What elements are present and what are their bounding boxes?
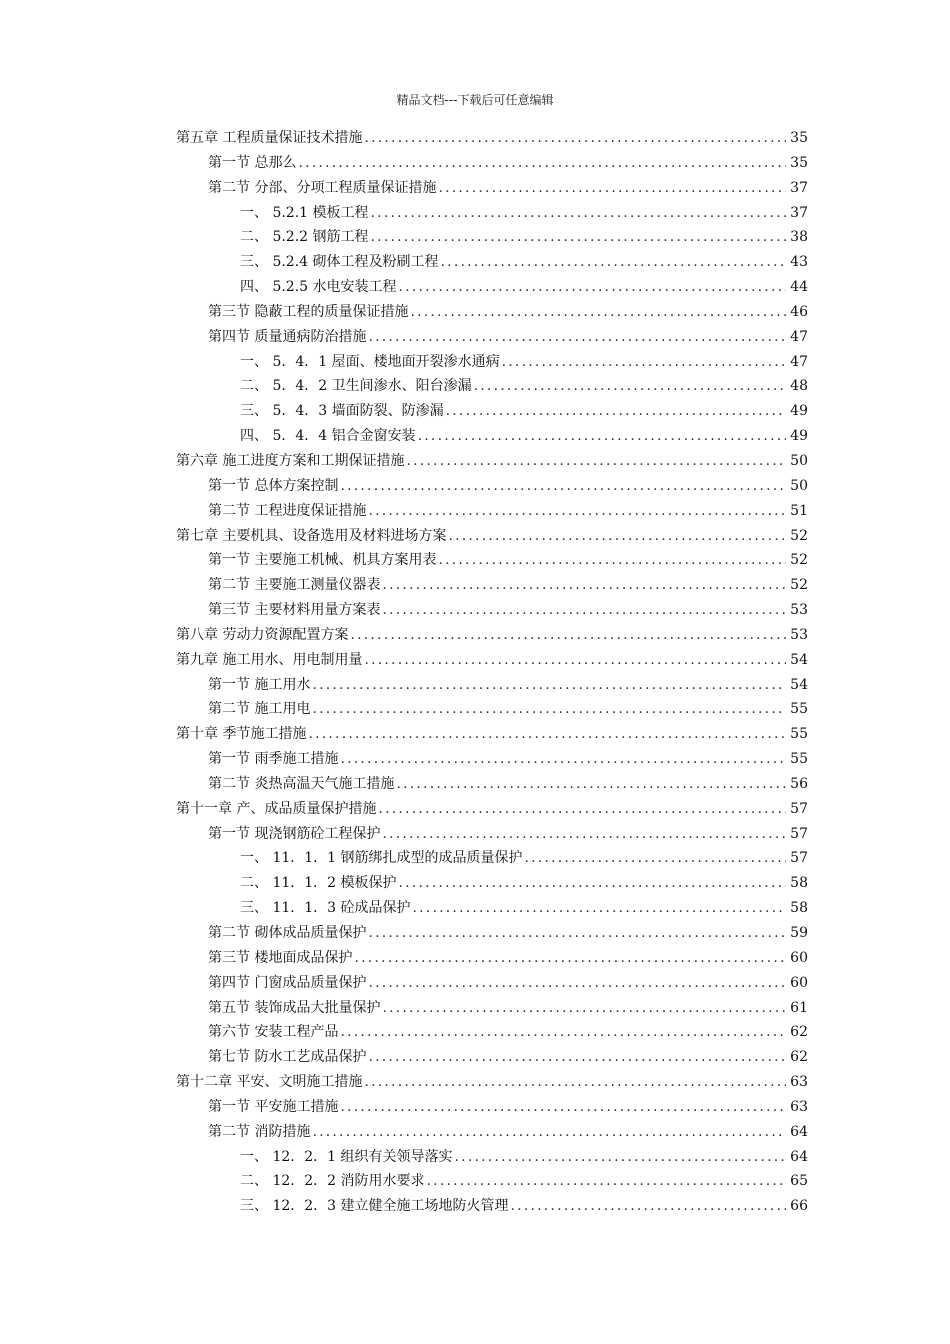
toc-entry-title: 第三节 楼地面成品保护 (208, 949, 353, 966)
toc-entry-title: 一、 11．1．1 钢筋绑扎成型的成品质量保护 (240, 850, 523, 867)
toc-section-entry[interactable] (176, 598, 808, 623)
toc-dot-leader (511, 1194, 786, 1219)
toc-page-number: 52 (790, 527, 808, 544)
toc-page-number: 54 (790, 676, 808, 693)
toc-page-number: 53 (790, 602, 808, 619)
toc-entry-title: 第十章 季节施工措施 (176, 726, 307, 743)
toc-entry-title: 第六章 施工进度方案和工期保证措施 (176, 452, 405, 469)
toc-page-number: 44 (790, 279, 808, 296)
table-of-contents (176, 126, 808, 1219)
toc-section-entry[interactable] (176, 1095, 808, 1120)
toc-dot-leader (364, 1070, 786, 1095)
toc-page-number: 60 (790, 949, 808, 966)
toc-entry-title: 第四节 门窗成品质量保护 (208, 974, 367, 991)
toc-entry-title: 四、 5.2.5 水电安装工程 (240, 279, 397, 296)
toc-section-entry[interactable] (176, 946, 808, 971)
toc-section-entry[interactable] (176, 325, 808, 350)
toc-entry-title: 一、 5.2.1 模板工程 (240, 204, 369, 221)
toc-dot-leader (340, 1020, 786, 1045)
toc-page-number: 49 (790, 428, 808, 445)
toc-entry-title: 三、 5.2.4 砌体工程及粉刷工程 (240, 254, 439, 271)
toc-page-number: 37 (790, 204, 808, 221)
toc-entry-title: 第一节 总那么 (208, 154, 297, 171)
toc-page-number: 47 (790, 353, 808, 370)
toc-dot-leader (474, 374, 786, 399)
toc-subsection-entry[interactable] (176, 250, 808, 275)
toc-dot-leader (525, 846, 786, 871)
toc-entry-title: 第二节 主要施工测量仪器表 (208, 577, 381, 594)
toc-dot-leader (364, 648, 786, 673)
toc-dot-leader (312, 673, 786, 698)
toc-subsection-entry[interactable] (176, 374, 808, 399)
toc-section-entry[interactable] (176, 697, 808, 722)
toc-section-entry[interactable] (176, 673, 808, 698)
toc-section-entry[interactable] (176, 300, 808, 325)
toc-dot-leader (399, 871, 786, 896)
toc-section-entry[interactable] (176, 971, 808, 996)
toc-page-number: 37 (790, 179, 808, 196)
toc-chapter-entry[interactable] (176, 449, 808, 474)
toc-page-number: 50 (790, 477, 808, 494)
toc-entry-title: 三、 12．2．3 建立健全施工场地防火管理 (240, 1198, 509, 1215)
toc-dot-leader (382, 822, 786, 847)
toc-section-entry[interactable] (176, 747, 808, 772)
toc-entry-title: 第七节 防水工艺成品保护 (208, 1049, 367, 1066)
toc-dot-leader (312, 697, 786, 722)
toc-dot-leader (308, 722, 786, 747)
toc-dot-leader (406, 449, 786, 474)
toc-dot-leader (350, 623, 786, 648)
toc-section-entry[interactable] (176, 151, 808, 176)
toc-dot-leader (378, 797, 786, 822)
toc-chapter-entry[interactable] (176, 797, 808, 822)
toc-dot-leader (413, 896, 786, 921)
toc-entry-title: 第十一章 产、成品质量保护措施 (176, 800, 377, 817)
toc-page-number: 60 (790, 974, 808, 991)
toc-entry-title: 第二节 砌体成品质量保护 (208, 925, 367, 941)
toc-page-number: 52 (790, 577, 808, 594)
toc-dot-leader (368, 971, 786, 996)
toc-entry-title: 二、 11．1．2 模板保护 (240, 875, 397, 892)
toc-dot-leader (371, 201, 786, 226)
toc-section-entry[interactable] (176, 176, 808, 201)
toc-dot-leader (364, 126, 786, 151)
toc-entry-title: 第一节 主要施工机械、机具方案用表 (208, 552, 437, 569)
toc-dot-leader (312, 1120, 786, 1145)
toc-page-number: 66 (790, 1198, 808, 1215)
toc-page-number: 64 (790, 1148, 808, 1165)
toc-entry-title: 三、 5．4．3 墙面防裂、防渗漏 (240, 403, 444, 420)
toc-page-number: 57 (790, 850, 808, 867)
toc-dot-leader (340, 1095, 786, 1120)
toc-dot-leader (396, 772, 786, 797)
toc-section-entry[interactable] (176, 548, 808, 573)
toc-subsection-entry[interactable] (176, 1145, 808, 1170)
toc-chapter-entry[interactable] (176, 648, 808, 673)
toc-entry-title: 一、 12．2．1 组织有关领导落实 (240, 1148, 453, 1165)
toc-entry-title: 第二节 施工用电 (208, 701, 311, 718)
toc-dot-leader (368, 499, 786, 524)
toc-page-number: 38 (790, 229, 808, 246)
toc-subsection-entry[interactable] (176, 201, 808, 226)
toc-entry-title: 一、 5．4．1 屋面、楼地面开裂渗水通病 (240, 353, 500, 370)
toc-page-number: 59 (790, 925, 808, 941)
toc-page-number: 55 (790, 751, 808, 768)
toc-entry-title: 第一节 雨季施工措施 (208, 751, 339, 768)
toc-section-entry[interactable] (176, 573, 808, 598)
toc-dot-leader (340, 474, 786, 499)
toc-entry-title: 第七章 主要机具、设备选用及材料进场方案 (176, 527, 447, 544)
toc-entry-title: 第三节 隐蔽工程的质量保证措施 (208, 303, 409, 320)
toc-chapter-entry[interactable] (176, 1070, 808, 1095)
toc-dot-leader (354, 946, 786, 971)
toc-page-number: 63 (790, 1098, 808, 1115)
toc-page-number: 62 (790, 1049, 808, 1066)
toc-page-number: 51 (790, 502, 808, 519)
toc-section-entry[interactable] (176, 474, 808, 499)
toc-page-number: 48 (790, 378, 808, 395)
toc-section-entry[interactable] (176, 1020, 808, 1045)
toc-chapter-entry[interactable] (176, 722, 808, 747)
toc-dot-leader (399, 275, 786, 300)
toc-entry-title: 第二节 工程进度保证措施 (208, 502, 367, 519)
toc-entry-title: 第二节 消防措施 (208, 1123, 311, 1140)
toc-subsection-entry[interactable] (176, 846, 808, 871)
toc-subsection-entry[interactable] (176, 1169, 808, 1194)
toc-subsection-entry[interactable] (176, 399, 808, 424)
toc-subsection-entry[interactable] (176, 275, 808, 300)
toc-dot-leader (446, 399, 786, 424)
toc-dot-leader (502, 350, 786, 375)
toc-chapter-entry[interactable] (176, 126, 808, 151)
toc-page-number: 35 (790, 130, 808, 146)
toc-entry-title: 二、 12．2．2 消防用水要求 (240, 1173, 425, 1190)
toc-dot-leader (382, 996, 786, 1021)
toc-page-number: 47 (790, 328, 808, 345)
toc-section-entry[interactable] (176, 499, 808, 524)
toc-section-entry[interactable] (176, 822, 808, 847)
toc-entry-title: 第九章 施工用水、用电制用量 (176, 651, 363, 668)
toc-page-number: 56 (790, 775, 808, 792)
toc-page-number: 55 (790, 726, 808, 743)
toc-entry-title: 第一节 施工用水 (208, 676, 311, 693)
toc-page-number: 64 (790, 1123, 808, 1140)
toc-entry-title: 第一节 现浇钢筋砼工程保护 (208, 825, 381, 842)
toc-dot-leader (427, 1169, 786, 1194)
toc-dot-leader (441, 250, 786, 275)
toc-entry-title: 第五节 装饰成品大批量保护 (208, 999, 381, 1016)
toc-page-number: 62 (790, 1024, 808, 1041)
toc-page-number: 46 (790, 303, 808, 320)
toc-entry-title: 第一节 平安施工措施 (208, 1098, 339, 1115)
toc-dot-leader (298, 151, 786, 176)
toc-entry-title: 第六节 安装工程产品 (208, 1024, 339, 1041)
toc-chapter-entry[interactable] (176, 623, 808, 648)
toc-dot-leader (455, 1145, 786, 1170)
toc-entry-title: 第五章 工程质量保证技术措施 (176, 130, 363, 146)
toc-entry-title: 第二节 分部、分项工程质量保证措施 (208, 179, 437, 196)
toc-page-number: 61 (790, 999, 808, 1016)
toc-dot-leader (438, 548, 786, 573)
toc-page-number: 58 (790, 875, 808, 892)
toc-subsection-entry[interactable] (176, 225, 808, 250)
page-header: 精品文档---下载后可任意编辑 (396, 93, 554, 107)
toc-dot-leader (448, 524, 786, 549)
toc-page-number: 65 (790, 1173, 808, 1190)
toc-entry-title: 第十二章 平安、文明施工措施 (176, 1074, 363, 1091)
toc-dot-leader (368, 1045, 786, 1070)
toc-section-entry[interactable] (176, 1120, 808, 1145)
toc-page-number: 58 (790, 900, 808, 917)
toc-page-number: 54 (790, 651, 808, 668)
toc-page-number: 63 (790, 1074, 808, 1091)
toc-dot-leader (418, 424, 786, 449)
toc-subsection-entry[interactable] (176, 896, 808, 921)
toc-entry-title: 三、 11．1．3 砼成品保护 (240, 900, 411, 917)
toc-dot-leader (410, 300, 786, 325)
toc-entry-title: 第三节 主要材料用量方案表 (208, 602, 381, 619)
toc-page-number: 57 (790, 825, 808, 842)
toc-entry-title: 第二节 炎热高温天气施工措施 (208, 775, 395, 792)
toc-subsection-entry[interactable] (176, 350, 808, 375)
toc-dot-leader (368, 921, 786, 946)
toc-section-entry[interactable] (176, 996, 808, 1021)
toc-page-number: 53 (790, 626, 808, 643)
toc-entry-title: 二、 5．4．2 卫生间渗水、阳台渗漏 (240, 378, 472, 395)
toc-entry-title: 二、 5.2.2 钢筋工程 (240, 229, 369, 246)
toc-subsection-entry[interactable] (176, 871, 808, 896)
toc-page-number: 35 (790, 154, 808, 171)
toc-dot-leader (368, 325, 786, 350)
toc-dot-leader (438, 176, 786, 201)
toc-section-entry[interactable] (176, 772, 808, 797)
toc-dot-leader (382, 573, 786, 598)
toc-chapter-entry[interactable] (176, 524, 808, 549)
toc-page-number: 55 (790, 701, 808, 718)
toc-subsection-entry[interactable] (176, 424, 808, 449)
toc-page-number: 49 (790, 403, 808, 420)
toc-entry-title: 第八章 劳动力资源配置方案 (176, 626, 349, 643)
toc-page-number: 50 (790, 452, 808, 469)
toc-entry-title: 第一节 总体方案控制 (208, 477, 339, 494)
toc-page-number: 57 (790, 800, 808, 817)
toc-page-number: 52 (790, 552, 808, 569)
toc-section-entry[interactable] (176, 921, 808, 946)
toc-entry-title: 四、 5．4．4 铝合金窗安装 (240, 428, 416, 445)
toc-dot-leader (340, 747, 786, 772)
toc-subsection-entry[interactable] (176, 1194, 808, 1219)
toc-entry-title: 第四节 质量通病防治措施 (208, 328, 367, 345)
toc-dot-leader (382, 598, 786, 623)
toc-page-number: 43 (790, 254, 808, 271)
toc-dot-leader (371, 225, 786, 250)
toc-section-entry[interactable] (176, 1045, 808, 1070)
